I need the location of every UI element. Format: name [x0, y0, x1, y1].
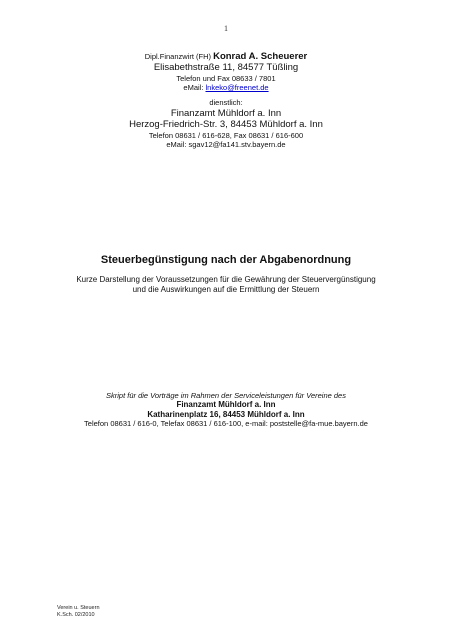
- footer: [57, 605, 100, 619]
- official-address: Herzog-Friedrich-Str. 3, 84453 Mühldorf a. Inn: [129, 119, 323, 131]
- official-office: Finanzamt Mühldorf a. Inn: [170, 108, 282, 119]
- document-title: Steuerbegünstigung nach der Abgabenordnung: [100, 254, 352, 266]
- author-name: Konrad A. Scheuerer: [213, 51, 308, 62]
- author-email-line: [0, 83, 452, 92]
- author-phone: Telefon und Fax 08633 / 7801: [176, 73, 276, 83]
- page-number: 1: [224, 24, 228, 33]
- script-office: Finanzamt Mühldorf a. Inn: [176, 400, 276, 409]
- author-email-label: eMail:: [183, 82, 204, 92]
- subtitle-block: [0, 275, 452, 295]
- official-phone: Telefon 08631 / 616-628, Fax 08631 / 616-600: [148, 130, 304, 140]
- script-intro: Skript für die Vorträge im Rahmen der Serviceleistungen für Vereine des: [106, 391, 346, 400]
- author-header: [0, 51, 452, 62]
- author-block: [0, 51, 452, 92]
- footer-line-2: K.Sch. 02/2010: [57, 611, 95, 618]
- official-label: dienstlich:: [209, 98, 243, 107]
- script-contact: Telefon 08631 / 616-0, Telefax 08631 / 616-100, e-mail: poststelle@fa-mue.bayern.de: [84, 419, 368, 429]
- subtitle-line-2: und die Auswirkungen auf die Ermittlung der Steuern: [132, 285, 320, 294]
- author-prefix: Dipl.Finanzwirt (FH): [144, 52, 211, 61]
- author-street: Elisabethstraße 11, 84577 Tüßling: [153, 62, 299, 74]
- script-block: [0, 391, 452, 428]
- footer-line-1: Verein u. Steuern: [57, 605, 100, 611]
- official-block: [0, 98, 452, 149]
- script-address: Katharinenplatz 16, 84453 Mühldorf a. Inn: [147, 409, 305, 419]
- author-email-link[interactable]: lnkeko@freenet.de: [205, 82, 269, 92]
- subtitle-line-1: Kurze Darstellung der Voraussetzungen für die Gewährung der Steuervergünstigung: [76, 275, 376, 284]
- official-email: eMail: sgav12@fa141.stv.bayern.de: [166, 139, 286, 149]
